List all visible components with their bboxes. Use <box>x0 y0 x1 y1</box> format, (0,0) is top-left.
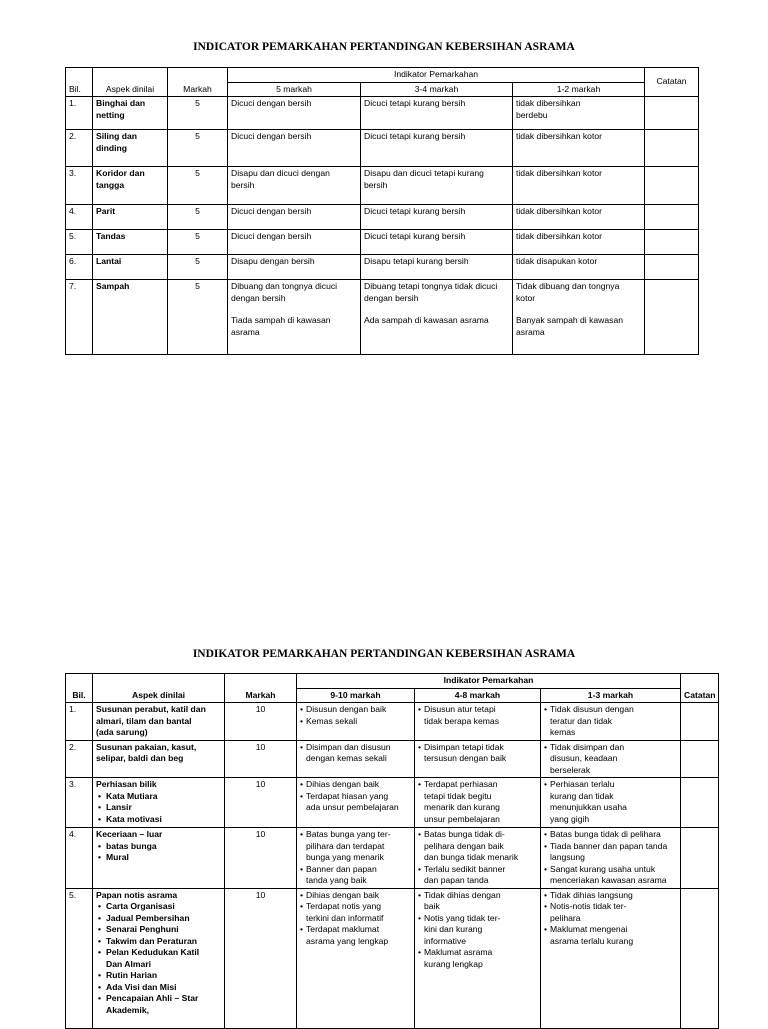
row-markah: 5 <box>168 167 228 205</box>
indicator-text: Disapu dan dicuci dengan bersih <box>231 168 330 190</box>
row-aspek-text: Binghai dan netting <box>96 98 146 120</box>
indicator-text: Dicuci dengan bersih <box>231 98 312 108</box>
row-indicator-2 <box>361 230 513 255</box>
row-indicator-3 <box>541 888 681 1028</box>
aspek-list <box>96 901 221 1016</box>
indicator-item: • Notis-notis tidak ter- pelihara <box>544 901 677 924</box>
row-indicator-3 <box>513 205 645 230</box>
indicator-item: • Terdapat perhiasan tetapi tidak begitu menarik dan kurang unsur pembelajaran <box>418 779 537 825</box>
row-markah: 5 <box>168 130 228 167</box>
row-catatan <box>645 255 699 280</box>
row-bil: 1. <box>66 97 93 130</box>
aspek-list <box>96 791 221 826</box>
row-aspek-text: Keceriaan – luar <box>96 829 163 839</box>
header-bil: Bil. <box>66 674 93 703</box>
row-aspek <box>93 97 168 130</box>
indicator-list <box>300 742 411 765</box>
indicator-item: • Maklumat mengenai asrama terlalu kurang <box>544 924 677 947</box>
header-markah: Markah <box>225 674 297 703</box>
table-row <box>66 230 699 255</box>
indicator-text: Dicuci dengan bersih <box>231 231 312 241</box>
row-bil: 3. <box>66 778 93 828</box>
indicator-list <box>418 704 537 727</box>
row-indicator-1 <box>228 97 361 130</box>
indicator-text: tidak dibersihkan kotor <box>516 206 602 216</box>
indicator-text: tidak dibersihkan kotor <box>516 131 602 141</box>
header-indikator: Indikator Pemarkahan <box>228 68 645 83</box>
row-indicator-3 <box>513 230 645 255</box>
row-bil: 4. <box>66 205 93 230</box>
row-bil: 7. <box>66 280 93 355</box>
doc1-title: INDICATOR PEMARKAHAN PERTANDINGAN KEBERSIHAN ASRAMA <box>193 41 575 53</box>
indicator-item: • Batas bunga yang ter- pilihara dan terdapat bunga yang menarik <box>300 829 411 864</box>
indicator-item: • Notis yang tidak ter- kini dan kurang informative <box>418 913 537 948</box>
row-bil: 6. <box>66 255 93 280</box>
doc2-table <box>65 673 719 1029</box>
indicator-text: Dibuang tetapi tongnya tidak dicuci dengan bersih <box>364 281 498 303</box>
table-row <box>66 703 719 741</box>
row-aspek <box>93 130 168 167</box>
aspek-list-item: • Lansir <box>96 802 221 814</box>
indicator-list <box>300 779 411 814</box>
aspek-list-item: • Mural <box>96 852 221 864</box>
indicator-list <box>300 829 411 887</box>
table-row <box>66 740 719 778</box>
row-aspek-text: Tandas <box>96 231 126 241</box>
row-indicator-1 <box>228 167 361 205</box>
row-bil: 4. <box>66 828 93 889</box>
header-aspek: Aspek dinilai <box>93 674 225 703</box>
row-indicator-3 <box>513 255 645 280</box>
indicator-list <box>544 742 677 777</box>
row-markah: 10 <box>225 703 297 741</box>
indicator-text: Dibuang dan tongnya dicuci dengan bersih <box>231 281 338 303</box>
header-4-8-markah: 4-8 markah <box>415 688 541 703</box>
indicator-list <box>300 890 411 948</box>
indicator-text: Tiada sampah di kawasan asrama <box>231 315 331 337</box>
indicator-list <box>300 704 411 727</box>
indicator-item: • Kemas sekali <box>300 716 411 728</box>
row-bil: 5. <box>66 230 93 255</box>
row-bil: 1. <box>66 703 93 741</box>
aspek-list-item: • Senarai Penghuni <box>96 924 221 936</box>
row-markah: 5 <box>168 97 228 130</box>
row-aspek-text: Sampah <box>96 281 130 291</box>
row-indicator-2 <box>415 778 541 828</box>
indicator-item: • Disusun dengan baik <box>300 704 411 716</box>
indicator-item: • Terdapat maklumat asrama yang lengkap <box>300 924 411 947</box>
indicator-item: • Tidak dihias dengan baik <box>418 890 537 913</box>
row-markah: 5 <box>168 280 228 355</box>
row-indicator-3 <box>541 740 681 778</box>
indicator-text: Dicuci tetapi kurang bersih <box>364 131 466 141</box>
aspek-list-item: • batas bunga <box>96 841 221 853</box>
row-indicator-1 <box>297 740 415 778</box>
row-aspek <box>93 740 225 778</box>
table-row <box>66 167 699 205</box>
row-catatan <box>681 703 719 741</box>
header-catatan: Catatan <box>645 68 699 97</box>
row-indicator-3 <box>513 280 645 355</box>
indicator-item: • Tidak disimpan dan disusun, keadaan berselerak <box>544 742 677 777</box>
indicator-list <box>544 890 677 948</box>
row-indicator-1 <box>228 280 361 355</box>
row-bil: 5. <box>66 888 93 1028</box>
row-catatan <box>681 778 719 828</box>
aspek-list-item: • Rutin Harian <box>96 970 221 982</box>
indicator-text: Dicuci tetapi kurang bersih <box>364 206 466 216</box>
indicator-item: • Tiada banner dan papan tanda langsung <box>544 841 677 864</box>
header-bil: Bil. <box>66 68 93 97</box>
row-indicator-2 <box>415 740 541 778</box>
indicator-text: tidak dibersihkan kotor <box>516 168 602 178</box>
row-aspek <box>93 255 168 280</box>
indicator-item: • Disusun atur tetapi tidak berapa kemas <box>418 704 537 727</box>
table-row <box>66 828 719 889</box>
row-indicator-2 <box>415 703 541 741</box>
row-aspek-text: Papan notis asrama <box>96 889 178 900</box>
header-markah: Markah <box>168 68 228 97</box>
row-aspek <box>93 778 225 828</box>
row-indicator-2 <box>361 167 513 205</box>
row-aspek-text: Koridor dan tangga <box>96 168 145 190</box>
row-aspek <box>93 205 168 230</box>
row-aspek-text: Lantai <box>96 256 122 266</box>
row-catatan <box>645 130 699 167</box>
row-bil: 2. <box>66 740 93 778</box>
indicator-list <box>544 779 677 825</box>
row-indicator-2 <box>361 255 513 280</box>
header-9-10-markah: 9-10 markah <box>297 688 415 703</box>
row-indicator-3 <box>513 167 645 205</box>
aspek-list-item: • Pencapaian Ahli – Star Akademik, <box>96 993 221 1016</box>
row-indicator-1 <box>228 230 361 255</box>
doc1-table <box>65 67 699 355</box>
row-catatan <box>681 888 719 1028</box>
row-indicator-2 <box>415 828 541 889</box>
row-indicator-2 <box>361 130 513 167</box>
table-row <box>66 888 719 1028</box>
row-markah: 10 <box>225 778 297 828</box>
row-indicator-2 <box>361 205 513 230</box>
indicator-text: Banyak sampah di kawasan asrama <box>516 315 624 337</box>
row-indicator-3 <box>541 703 681 741</box>
aspek-list-item: • Kata motivasi <box>96 814 221 826</box>
aspek-list-item: • Ada Visi dan Misi <box>96 982 221 994</box>
spacer <box>364 304 509 315</box>
indicator-text: tidak dibersihkan kotor <box>516 231 602 241</box>
row-bil: 3. <box>66 167 93 205</box>
row-aspek <box>93 828 225 889</box>
header-catatan: Catatan <box>681 674 719 703</box>
row-markah: 10 <box>225 828 297 889</box>
row-catatan <box>681 828 719 889</box>
table-row <box>66 778 719 828</box>
row-aspek <box>93 280 168 355</box>
row-indicator-1 <box>228 205 361 230</box>
row-aspek-text: Susunan pakaian, kasut, selipar, baldi dan beg <box>96 741 197 763</box>
row-catatan <box>681 740 719 778</box>
header-aspek: Aspek dinilai <box>93 68 168 97</box>
header-5-markah: 5 markah <box>228 82 361 97</box>
aspek-list <box>96 841 221 864</box>
row-catatan <box>645 97 699 130</box>
row-indicator-2 <box>415 888 541 1028</box>
aspek-list-item: • Jadual Pembersihan <box>96 913 221 925</box>
spacer <box>516 304 641 315</box>
indicator-list <box>418 779 537 825</box>
row-indicator-2 <box>361 97 513 130</box>
row-catatan <box>645 205 699 230</box>
row-indicator-2 <box>361 280 513 355</box>
header-indikator: Indikator Pemarkahan <box>297 674 681 689</box>
indicator-item: • Perhiasan terlalu kurang dan tidak menunjukkan usaha yang gigih <box>544 779 677 825</box>
indicator-text: Dicuci dengan bersih <box>231 206 312 216</box>
indicator-item: • Terdapat hiasan yang ada unsur pembelajaran <box>300 791 411 814</box>
row-aspek <box>93 703 225 741</box>
indicator-item: • Terdapat notis yang terkini dan informatif <box>300 901 411 924</box>
row-indicator-1 <box>297 703 415 741</box>
indicator-item: • Tidak disusun dengan teratur dan tidak kemas <box>544 704 677 739</box>
spacer <box>231 304 357 315</box>
indicator-list <box>418 829 537 887</box>
indicator-list <box>418 890 537 971</box>
indicator-text: Dicuci tetapi kurang bersih <box>364 98 466 108</box>
row-catatan <box>645 167 699 205</box>
indicator-text: Dicuci tetapi kurang bersih <box>364 231 466 241</box>
header-1-3-markah: 1-3 markah <box>541 688 681 703</box>
indicator-item: • Banner dan papan tanda yang baik <box>300 864 411 887</box>
row-markah: 5 <box>168 230 228 255</box>
aspek-list-item: • Kata Mutiara <box>96 791 221 803</box>
row-markah: 5 <box>168 255 228 280</box>
row-markah: 10 <box>225 740 297 778</box>
row-aspek-text: Susunan perabut, katil dan almari, tilam dan bantal (ada sarung) <box>96 704 206 737</box>
row-catatan <box>645 280 699 355</box>
row-aspek-text: Perhiasan bilik <box>96 779 157 789</box>
row-indicator-3 <box>513 130 645 167</box>
row-indicator-1 <box>228 255 361 280</box>
row-aspek-text: Siling dan dinding <box>96 131 138 153</box>
row-aspek-text: Parit <box>96 206 116 216</box>
row-indicator-1 <box>228 130 361 167</box>
row-indicator-3 <box>541 828 681 889</box>
aspek-list-item: • Pelan Kedudukan Katil Dan Almari <box>96 947 221 970</box>
indicator-text: Disapu dan dicuci tetapi kurang bersih <box>364 168 484 190</box>
doc2-title: INDIKATOR PEMARKAHAN PERTANDINGAN KEBERSIHAN ASRAMA <box>192 648 576 660</box>
row-indicator-1 <box>297 778 415 828</box>
row-aspek <box>93 888 225 1028</box>
indicator-list <box>544 829 677 887</box>
table-row <box>66 130 699 167</box>
row-indicator-3 <box>513 97 645 130</box>
row-markah: 10 <box>225 888 297 1028</box>
indicator-item: • Batas bunga tidak di pelihara <box>544 829 677 841</box>
indicator-item: • Sangat kurang usaha untuk menceriakan kawasan asrama <box>544 864 677 887</box>
row-aspek <box>93 167 168 205</box>
indicator-item: • Tidak dihias langsung <box>544 890 677 902</box>
row-indicator-1 <box>297 888 415 1028</box>
indicator-item: • Dihias dengan baik <box>300 779 411 791</box>
row-indicator-3 <box>541 778 681 828</box>
indicator-item: • Dihias dengan baik <box>300 890 411 902</box>
indicator-text: tidak disapukan kotor <box>516 256 598 266</box>
table-row <box>66 97 699 130</box>
table-row <box>66 205 699 230</box>
indicator-text: Dicuci dengan bersih <box>231 131 312 141</box>
row-markah: 5 <box>168 205 228 230</box>
indicator-list <box>544 704 677 739</box>
indicator-text: Tidak dibuang dan tongnya kotor <box>516 281 620 303</box>
header-3-4-markah: 3-4 markah <box>361 82 513 97</box>
row-catatan <box>645 230 699 255</box>
indicator-text: Ada sampah di kawasan asrama <box>364 315 489 325</box>
table-row <box>66 255 699 280</box>
indicator-text: Disapu tetapi kurang bersih <box>364 256 469 266</box>
table-row <box>66 280 699 355</box>
header-1-2-markah: 1-2 markah <box>513 82 645 97</box>
indicator-item: • Disimpan tetapi tidak tersusun dengan baik <box>418 742 537 765</box>
indicator-text: Disapu dengan bersih <box>231 256 315 266</box>
indicator-list <box>418 742 537 765</box>
row-bil: 2. <box>66 130 93 167</box>
row-indicator-1 <box>297 828 415 889</box>
indicator-item: • Batas bunga tidak di- pelihara dengan baik dan bunga tidak menarik <box>418 829 537 864</box>
indicator-text: tidak dibersihkan berdebu <box>516 98 581 120</box>
aspek-list-item: • Carta Organisasi <box>96 901 221 913</box>
aspek-list-item: • Takwim dan Peraturan <box>96 936 221 948</box>
indicator-item: • Terlalu sedikit banner dan papan tanda <box>418 864 537 887</box>
indicator-item: • Maklumat asrama kurang lengkap <box>418 947 537 970</box>
indicator-item: • Disimpan dan disusun dengan kemas sekali <box>300 742 411 765</box>
row-aspek <box>93 230 168 255</box>
